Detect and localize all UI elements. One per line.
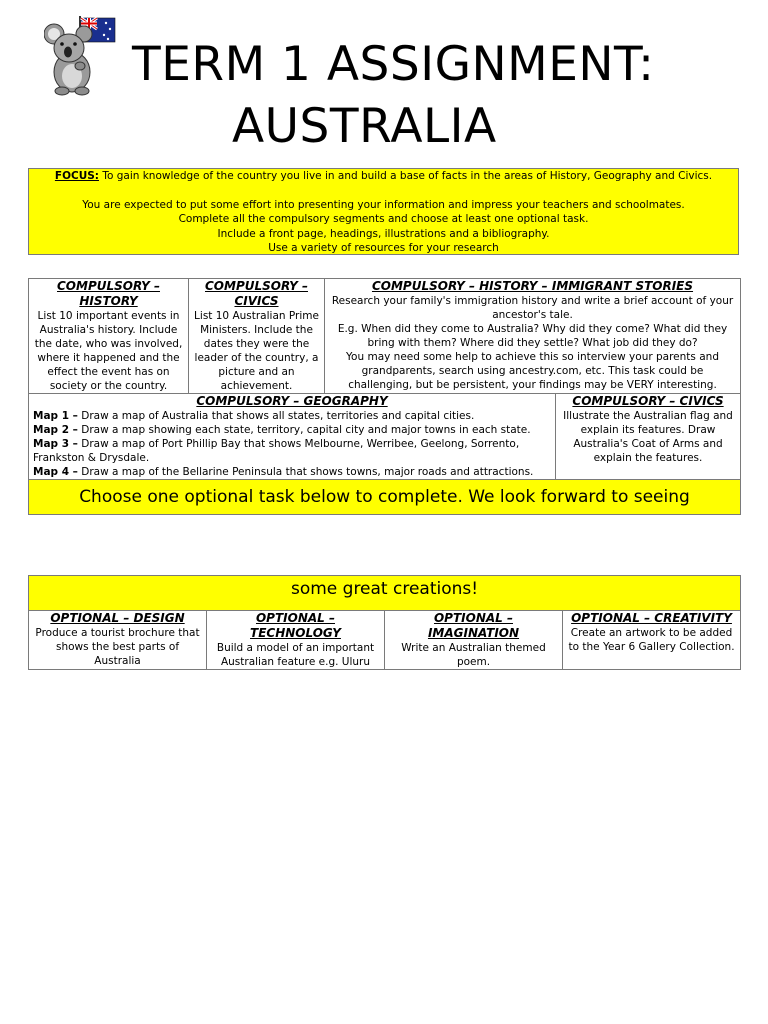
- focus-line-3: Include a front page, headings, illustrations and a bibliography.: [217, 227, 550, 240]
- focus-label: FOCUS:: [54, 170, 99, 182]
- compulsory-table: [28, 278, 741, 515]
- optional-design-cell: [29, 611, 207, 670]
- immigrant-cell: [325, 279, 741, 394]
- focus-text: To gain knowledge of the country you live in and build a base of facts in the areas of History, Geography and Civics.: [98, 170, 713, 182]
- focus-line-2: Complete all the compulsory segments and choose at least one optional task.: [178, 213, 589, 225]
- civics-flag-heading: COMPULSORY – CIVICS: [572, 394, 724, 408]
- optional-creativity-text: Create an artwork to be added to the Year 6 Gallery Collection.: [568, 627, 735, 653]
- civics-text: List 10 Australian Prime Ministers. Include the dates they were the leader of the country, a picture and an achievement.: [194, 310, 319, 392]
- map-2-text: Draw a map showing each state, territory, capital city and major towns in each state.: [77, 424, 531, 436]
- map-3-text: Draw a map of Port Phillip Bay that shows Melbourne, Werribee, Geelong, Sorrento, Frankston & Drysdale.: [33, 438, 520, 464]
- map-1-line: [33, 409, 551, 423]
- immigrant-heading: COMPULSORY – HISTORY – IMMIGRANT STORIES: [371, 279, 694, 293]
- title-line-1: TERM 1 ASSIGNMENT:: [132, 37, 655, 92]
- civics-heading: COMPULSORY – CIVICS: [205, 279, 308, 308]
- map-1-label: Map 1 –: [33, 410, 78, 422]
- map-2-line: [33, 423, 551, 437]
- focus-line-1: You are expected to put some effort into presenting your information and impress your teachers and schoolmates.: [82, 198, 685, 211]
- optional-imagination-cell: [385, 611, 563, 670]
- history-heading: COMPULSORY – HISTORY: [57, 279, 160, 308]
- focus-line-4: Use a variety of resources for your research: [268, 242, 499, 254]
- focus-box: [28, 168, 739, 255]
- map-2-label: Map 2 –: [33, 424, 78, 436]
- immigrant-line-3: You may need some help to achieve this so interview your parents and grandparents, search using ancestry.com, etc. This task could be challenging, but be persistent, your findings may be VERY interesting.: [346, 351, 719, 391]
- map-3-line: [33, 437, 551, 465]
- optional-banner-bottom: some great creations!: [29, 576, 741, 611]
- title-line-2: AUSTRALIA: [232, 99, 497, 154]
- history-text: List 10 important events in Australia's history. Include the date, who was involved, where it happened and the effect the event has on society or the country.: [34, 310, 183, 392]
- map-4-line: [33, 465, 551, 479]
- optional-technology-cell: [207, 611, 385, 670]
- map-1-text: Draw a map of Australia that shows all states, territories and capital cities.: [77, 410, 475, 422]
- koala-flag-icon: [44, 12, 124, 96]
- optional-table: [28, 575, 741, 670]
- history-cell: [29, 279, 189, 394]
- map-4-text: Draw a map of the Bellarine Peninsula that shows towns, major roads and attractions.: [77, 466, 534, 478]
- optional-creativity-heading: OPTIONAL – CREATIVITY: [571, 611, 732, 625]
- optional-creativity-cell: [563, 611, 741, 670]
- immigrant-line-2: E.g. When did they come to Australia? Why did they come? What did they bring with them? Where did they settle? What job did they do?: [337, 323, 728, 349]
- map-3-label: Map 3 –: [33, 438, 78, 450]
- immigrant-line-1: Research your family's immigration history and write a brief account of your ancestor's tale.: [331, 295, 734, 321]
- optional-design-heading: OPTIONAL – DESIGN: [50, 611, 185, 625]
- optional-imagination-heading: OPTIONAL – IMAGINATION: [427, 611, 520, 640]
- civics-cell: [189, 279, 325, 394]
- optional-banner-top: Choose one optional task below to complete. We look forward to seeing: [29, 480, 741, 515]
- optional-technology-text: Build a model of an important Australian feature e.g. Uluru: [216, 642, 375, 668]
- geography-heading: COMPULSORY – GEOGRAPHY: [196, 394, 388, 408]
- geography-cell: [29, 394, 556, 480]
- optional-technology-heading: OPTIONAL – TECHNOLOGY: [250, 611, 341, 640]
- civics-flag-cell: [556, 394, 741, 480]
- optional-design-text: Produce a tourist brochure that shows the best parts of Australia: [35, 627, 200, 667]
- civics-flag-text: Illustrate the Australian flag and explain its features. Draw Australia's Coat of Arms and explain the features.: [563, 410, 733, 464]
- focus-statement: [35, 169, 732, 184]
- map-4-label: Map 4 –: [33, 466, 78, 478]
- optional-imagination-text: Write an Australian themed poem.: [401, 642, 546, 668]
